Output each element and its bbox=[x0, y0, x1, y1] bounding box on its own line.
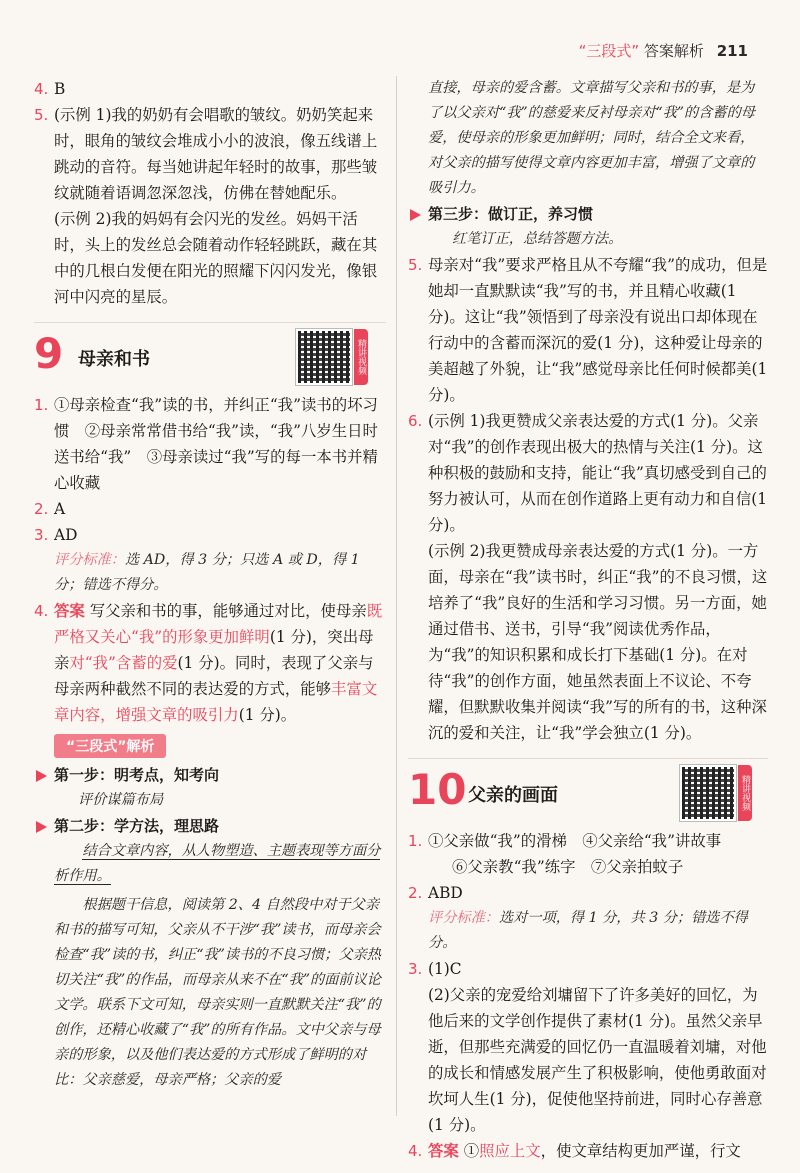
answer-item bbox=[408, 880, 768, 906]
step-title: 第二步：学方法，理思路 bbox=[54, 817, 220, 835]
answer-text: ①父亲做“我”的滑梯 ④父亲给“我”讲故事 bbox=[428, 832, 722, 850]
column-divider bbox=[396, 76, 397, 1116]
header-title: 答案解析 bbox=[643, 42, 704, 60]
answer-item bbox=[408, 956, 768, 982]
answer-text: ⑥父亲教“我”练字 ⑦父亲拍蚊子 bbox=[452, 858, 684, 876]
answer-item bbox=[408, 252, 768, 408]
item-number: 3. bbox=[34, 526, 49, 544]
qr-label: 精讲视频 bbox=[738, 765, 752, 821]
answer-item bbox=[34, 522, 386, 548]
answer-text: (1 分)。 bbox=[238, 706, 297, 724]
highlight-text: 丰富文章内容，增强文章的吸引力 bbox=[54, 680, 378, 724]
answer-text: (1)C bbox=[428, 960, 462, 978]
answer-item bbox=[408, 1138, 768, 1164]
answer-item bbox=[34, 102, 386, 206]
step-method: 结合文章内容，从人物塑造、主题表现等方面分析作用。 bbox=[54, 843, 381, 884]
answer-text: (示例 2)我的妈妈有会闪光的发丝。妈妈干活时，头上的发丝总会随着动作轻轻跳跃，藏在其中的几根白发便在阳光的照耀下闪闪发光，像银河中闪亮的星辰。 bbox=[54, 210, 378, 306]
highlight-text: 照应上文 bbox=[479, 1142, 541, 1160]
answer-text: (示例 2)我更赞成母亲表达爱的方式(1 分)。一方面，母亲在“我”读书时，纠正“我”的不良习惯，这培养了“我”良好的生活和学习习惯。另一方面，她通过借书、送书，引导“我”阅读优秀作品，为“我”的知识积累和成长打下基础(1 分)。在对待“我”的创作方面，她虽然表面上不议论、不夸耀，但默默收集并阅读“我”写的所有的书，这种深沉的爱和关注，让“我”学会独立(1 分)。 bbox=[428, 542, 768, 742]
header-tag: “三段式” bbox=[578, 42, 640, 60]
answer-text: (示例 1)我的奶奶有会唱歌的皱纹。奶奶笑起来时，眼角的皱纹会堆成小小的波浪，像五线谱上跳动的音符。每当她讲起年轻时的故事，那些皱纹就随着语调忽深忽浅，仿佛在替她配乐。 bbox=[54, 106, 378, 202]
answer-item bbox=[34, 76, 386, 102]
step-title: 第一步：明考点，知考向 bbox=[54, 766, 220, 784]
item-number: 4. bbox=[408, 1142, 423, 1160]
step-text: 评价谋篇布局 bbox=[78, 792, 164, 808]
analysis-continued: 直接，母亲的爱含蓄。文章描写父亲和书的事，是为了以父亲对“我”的慈爱来反衬母亲对“我”的含蓄的母爱，使母亲的形象更加鲜明；同时，结合全文来看，对父亲的描写使得文章内容更加丰富，增强了文章的吸引力。 bbox=[428, 80, 755, 196]
arrow-icon bbox=[36, 821, 47, 833]
answer-text: ，使文章结构更加严谨，行文 bbox=[540, 1142, 741, 1160]
step-text bbox=[34, 839, 386, 889]
section-title: 母亲和书 bbox=[78, 349, 150, 370]
arrow-icon bbox=[410, 209, 421, 221]
section-number: 10 bbox=[408, 765, 467, 814]
highlight-text: 对“我”含蓄的爱 bbox=[69, 654, 178, 672]
scoring-note bbox=[408, 906, 768, 956]
answer-text: (2)父亲的宠爱给刘墉留下了许多美好的回忆，为他后来的文学创作提供了素材(1 分)。虽然父亲早逝，但那些充满爱的回忆仍一直温暖着刘墉，对他的成长和情感发展产生了积极影响，使他勇敢面对坎坷人生(1 分)，促使他坚持前进，同时心存善意(1 分)。 bbox=[428, 986, 767, 1134]
scoring-text: 选对一项，得 1 分，共 3 分；错选不得分。 bbox=[428, 910, 748, 951]
item-number: 5. bbox=[408, 256, 423, 274]
answer-item bbox=[34, 392, 386, 496]
answer-text: (1 分)，突出母亲 bbox=[54, 628, 374, 672]
section-title: 父亲的画面 bbox=[468, 785, 558, 806]
scoring-label: 评分标准： bbox=[428, 910, 499, 926]
page-number: 211 bbox=[716, 42, 748, 60]
item-number: 1. bbox=[408, 832, 423, 850]
step-heading bbox=[34, 762, 386, 788]
answer-text: A bbox=[54, 500, 66, 518]
arrow-icon bbox=[36, 770, 47, 782]
answer-text: AD bbox=[54, 526, 78, 544]
answer-text: B bbox=[54, 80, 66, 98]
left-column bbox=[34, 76, 386, 1093]
item-number: 3. bbox=[408, 960, 423, 978]
answer-item bbox=[408, 828, 768, 880]
analysis-badge: “三段式”解析 bbox=[54, 734, 166, 758]
scoring-note bbox=[34, 548, 386, 598]
item-number: 4. bbox=[34, 602, 49, 620]
answer-text: 写父亲和书的事，能够通过对比，使母亲 bbox=[84, 602, 367, 620]
item-number: 6. bbox=[408, 412, 423, 430]
right-column bbox=[408, 76, 768, 1164]
item-number: 2. bbox=[34, 500, 49, 518]
page-header bbox=[579, 40, 748, 61]
answer-text: 母亲对“我”要求严格且从不夸耀“我”的成功，但是她却一直默默读“我”写的书，并且精心收藏(1 分)。这让“我”领悟到了母亲没有说出口却体现在行动中的含蓄而深沉的爱(1 分)，这种爱让母亲的美超越了外貌，让“我”感觉母亲比任何时候都美(1 分)。 bbox=[428, 256, 768, 404]
section-header bbox=[408, 758, 768, 822]
item-number: 1. bbox=[34, 396, 49, 414]
answer-keyword: 答案 bbox=[54, 602, 85, 620]
scoring-text: 选 AD，得 3 分；只选 A 或 D，得 1 分；错选不得分。 bbox=[54, 552, 360, 593]
answer-text: ① bbox=[458, 1142, 480, 1160]
answer-item bbox=[408, 408, 768, 538]
qr-code-icon[interactable] bbox=[296, 329, 352, 385]
highlight-text: 既严格又关心“我”的形象更加鲜明 bbox=[54, 602, 383, 646]
scoring-label: 评分标准： bbox=[54, 552, 125, 568]
answer-text: (1 分)。同时，表现了父亲与母亲两种截然不同的表达爱的方式，能够 bbox=[54, 654, 374, 698]
section-header bbox=[34, 322, 386, 386]
answer-text: ABD bbox=[428, 884, 463, 902]
step-title: 第三步：做订正，养习惯 bbox=[428, 205, 594, 223]
answer-text: (示例 1)我更赞成父亲表达爱的方式(1 分)。父亲对“我”的创作表现出极大的热情与关注(1 分)。这种积极的鼓励和支持，能让“我”真切感受到自己的努力被认可，从而在创作道路上更有动力和自信(1 分)。 bbox=[428, 412, 767, 534]
item-number: 2. bbox=[408, 884, 423, 902]
step-text: 红笔订正，总结答题方法。 bbox=[452, 231, 623, 247]
answer-keyword: 答案 bbox=[428, 1142, 459, 1160]
qr-code-icon[interactable] bbox=[680, 765, 736, 821]
item-number: 5. bbox=[34, 106, 49, 124]
answer-text: ①母亲检查“我”读的书，并纠正“我”读书的坏习惯 ②母亲常常借书给“我”读，“我”八岁生日时送书给“我” ③母亲读过“我”写的每一本书并精心收藏 bbox=[54, 396, 378, 492]
qr-label: 精讲视频 bbox=[354, 329, 368, 385]
answer-item bbox=[34, 598, 386, 728]
section-number: 9 bbox=[34, 329, 64, 378]
step-analysis: 根据题干信息，阅读第 2、4 自然段中对于父亲和书的描写可知，父亲从不干涉“我”读书，而母亲会检查“我”读的书，纠正“我”读书的不良习惯；父亲热切关注“我”的作品，而母亲从来不在“我”的面前议论文学。联系下文可知，母亲实则一直默默关注“我”的创作，还精心收藏了“我”的所有作品。文中父亲与母亲的形象，以及他们表达爱的方式形成了鲜明的对比：父亲慈爱，母亲严格；父亲的爱 bbox=[54, 897, 381, 1088]
step-heading bbox=[34, 813, 386, 839]
answer-item bbox=[34, 496, 386, 522]
item-number: 4. bbox=[34, 80, 49, 98]
step-heading bbox=[408, 201, 768, 227]
